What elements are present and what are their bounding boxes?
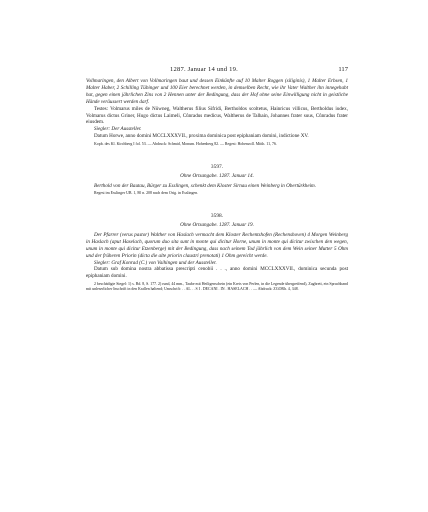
charter-seal: Siegler: Der Aussteller.	[94, 126, 142, 133]
charter-datum: Datum Horwe, anno domini MCCLXXXVII., proxima dominica post epiphaniam domini, indictione XV.	[94, 133, 309, 140]
document-page	[86, 66, 348, 292]
running-title: 1287. Januar 14 und 19.	[170, 66, 238, 73]
charter-witnesses: Testes: Volmarus miles de Nüwneg, Waltherus filius Sifridi, Bertholdos scoltetus, Hainricus villicus, Bertholdus iudex, Volmarus dictus Griner, Hugo dictus Laimeli, Cůnradus medicus, Waltherus de Talhain, Johannes frater suus, Cůnradus frater eiusdem.	[86, 105, 348, 126]
charter-3597	[86, 164, 348, 196]
charter-summary: Vollmaringen, den Albert von Vollmaringen baut und dessen Einkünfte auf 10 Malter Roggen (siliginis), 1 Malter Erbsen, 1 Malter Haber, 2 Schilling Tübinger und 100 Eier berechnet werden, in demselben Recht, wie ihr Vater Walther ihn innegehabt hat, gegen einen jährlichen Zins von 2 Hennen unter der Bedingung, dass der Hof ohne seine Einwilligung nicht in geistliche Hände veräussert werden darf.	[86, 78, 348, 105]
page-header	[86, 66, 348, 78]
charter-summary: Berthold von der Bautau, Bürger zu Esslingen, schenkt dem Kloster Sirnau einen Weinberg in Obertürkheim.	[94, 182, 316, 189]
charter-dateline: Ohne Ortsangabe. 1287. Januar 19.	[180, 221, 254, 228]
charter-dateline: Ohne Ortsangabe. 1287. Januar 14.	[180, 172, 254, 179]
charter-source: 2 beschädigte Siegel: 1) s. Bd. 8, S. 177. 2) rund, 44 mm., Taube mit Heiligenschein (ein Kreis von Perlen, in die Legende übergreifend), Zugbrett, ein Spruchband mit unleserlicher Inschrift in den Krallen haltend; Umschrift: . . AL . . S I . DECANI . IN . HASELACH . . — Abdruck: ZGORh. 4, 348.	[86, 281, 348, 291]
charter-3598	[86, 213, 348, 292]
charter-datum: Datum sub domina nostra abbatissa prescripti cenobii . . ., anno domini MCCLXXXVII., dominica secunda post epiphaniam domini.	[86, 266, 348, 280]
charter-source: Kopb. des Kl. Kirchberg I fol. 53. — Abdruck: Schmid, Monum. Hohenberg 82. — Regest: Hohenzoll. Mitth. 11, 76.	[94, 141, 277, 146]
charter-summary: Der Pfarrer (verus pastor) Walther von Haslach vermacht dem Kloster Rechentshofen (Rechenshoven) 4 Morgen Weinberg in Haslach (aput Haselach, quorum duo sita sunt in monte qui dicitur Horne, unum in monte qui dicitur zwischen den wegen, unum in monte qui dicitur Etzenberge) mit der Bedingung, dass nach seinem Tod jährlich von dem Wein seiner Mutter 5 Ohm und der früheren Priorin (dicta die alte priorin claustri prenotati) 1 Ohm gereicht werde.	[86, 231, 348, 259]
charter-seal: Siegler: Graf Konrad (C.) von Vaihingen und der Aussteller.	[94, 259, 217, 266]
page-number: 117	[338, 66, 348, 73]
charter-3596-continuation	[86, 78, 348, 147]
charter-source: Regest im Esslinger UB. 1, 80 n. 208 nach dem Orig. in Esslingen.	[94, 190, 199, 195]
charter-number: 3598.	[210, 213, 224, 220]
charter-number: 3597.	[210, 163, 224, 170]
